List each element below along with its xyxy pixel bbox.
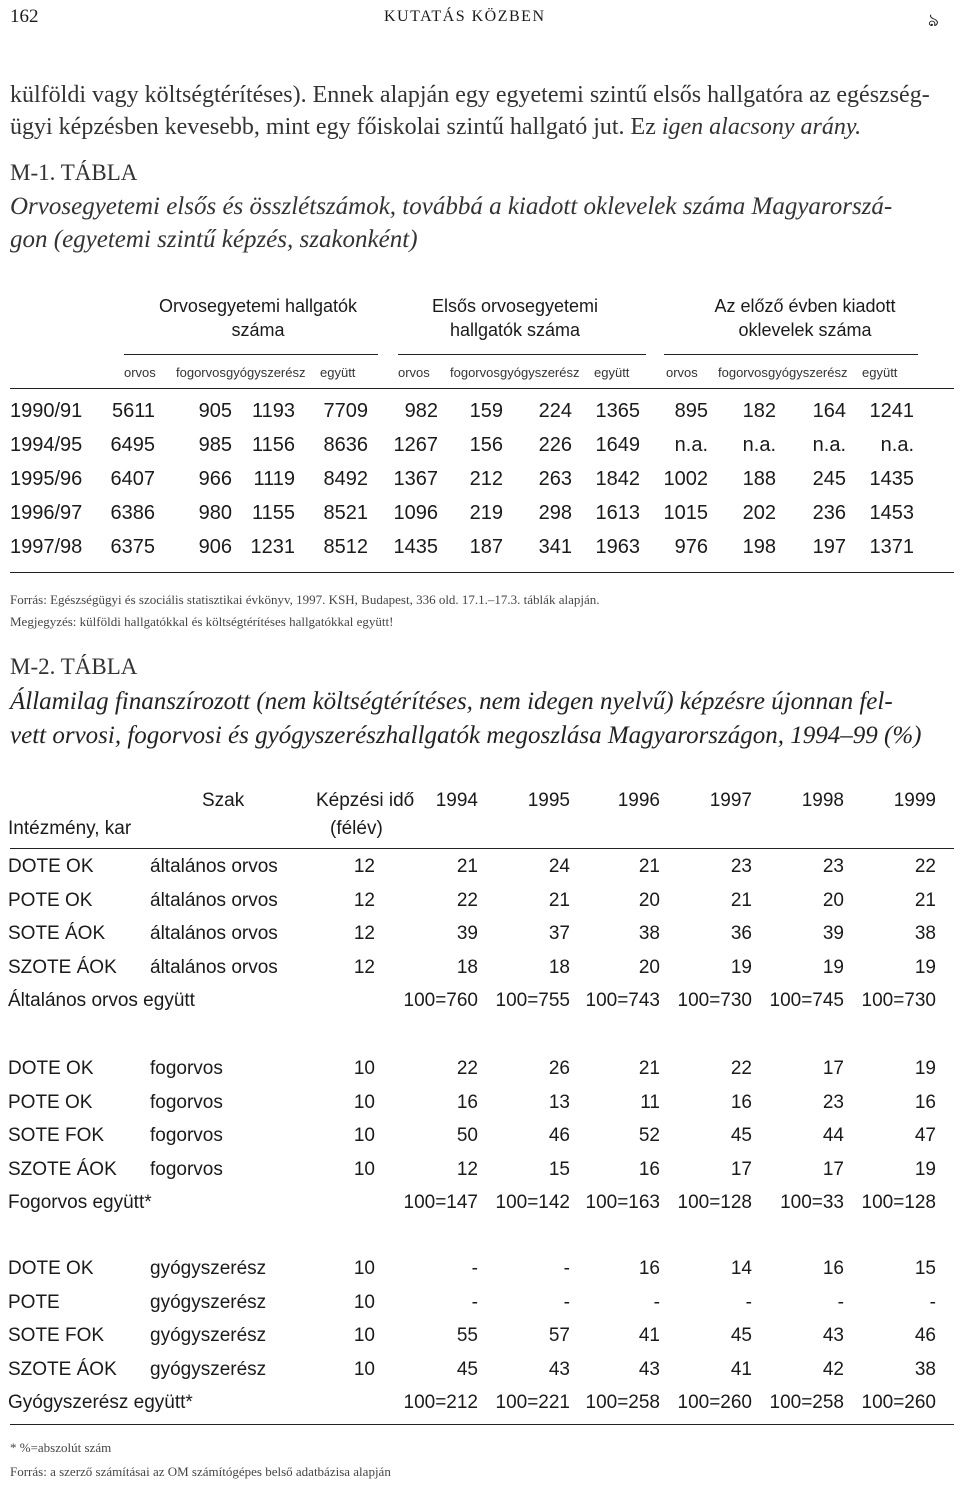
- table2-cell-major: fogorvos: [150, 1058, 223, 1079]
- table1-bottom-rule: [10, 572, 954, 573]
- table1-cell: 1096: [393, 502, 438, 524]
- table2-total-value: 100=730: [861, 990, 936, 1011]
- table2-cell-value: 19: [730, 956, 752, 978]
- table2-cell-value: 20: [638, 889, 660, 911]
- table1-cell: 1002: [663, 468, 708, 490]
- table1-group-header: Orvosegyetemi hallgatók száma: [158, 296, 358, 340]
- table2-cell-value: 26: [548, 1058, 570, 1079]
- table2-cell-duration: 12: [353, 889, 375, 911]
- table2-cell-value: 38: [638, 923, 660, 944]
- table2-cell-value: 12: [456, 1158, 478, 1180]
- table2-header-year: 1999: [893, 790, 936, 811]
- table2-cell-value: -: [471, 1258, 478, 1279]
- table2-header-duration-unit: (félév): [330, 818, 383, 839]
- table2-total-value: 100=163: [585, 1192, 660, 1213]
- table1-cell: 1267: [393, 434, 438, 456]
- table2-cell-major: fogorvos: [150, 1158, 223, 1180]
- table2-cell-value: -: [929, 1291, 936, 1313]
- table1-cell: n.a.: [812, 434, 846, 456]
- table2-cell-value: 45: [456, 1358, 478, 1380]
- table2-cell-value: 15: [548, 1158, 570, 1180]
- table2-cell-value: 20: [638, 956, 660, 978]
- table2-bottom-rule: [10, 1424, 954, 1425]
- table1-cell: n.a.: [674, 434, 708, 456]
- table1-cell: n.a.: [742, 434, 776, 456]
- table2-total-value: 100=147: [403, 1192, 478, 1213]
- table2-cell-value: 15: [914, 1258, 936, 1279]
- table1-cell: 6495: [110, 434, 155, 456]
- table2-cell-value: -: [745, 1291, 752, 1313]
- table2-cell-duration: 10: [353, 1091, 375, 1113]
- table1-cell: 212: [469, 468, 503, 490]
- table2-cell-duration: 10: [353, 1125, 375, 1146]
- table2-cell-value: 19: [914, 1058, 936, 1079]
- table2-cell-major: gyógyszerész: [150, 1358, 267, 1380]
- table2-cell-value: 43: [548, 1358, 570, 1380]
- table2-cell-value: 37: [548, 923, 570, 944]
- table2-cell-institution: SOTE FOK: [8, 1325, 105, 1346]
- table2-cell-value: -: [653, 1291, 660, 1313]
- table1-cell: 1453: [869, 502, 914, 524]
- table1-row-year: 1990/91: [10, 400, 83, 422]
- table2-total-value: 100=743: [585, 990, 660, 1011]
- table2-cell-value: 46: [548, 1125, 570, 1146]
- table2-total-value: 100=128: [861, 1192, 936, 1213]
- table1-cell: 182: [742, 400, 776, 422]
- table2-cell-value: 39: [456, 923, 478, 944]
- table1-subheader: gyógyszerész: [226, 365, 306, 380]
- table2-cell-major: gyógyszerész: [150, 1258, 267, 1279]
- table2-total-value: 100=221: [495, 1392, 570, 1413]
- table2-cell-institution: POTE OK: [8, 889, 93, 911]
- table1-cell: 1435: [393, 536, 438, 558]
- table1-cell: 224: [538, 400, 572, 422]
- table2-cell-value: 45: [730, 1125, 752, 1146]
- table2-total-value: 100=128: [677, 1192, 752, 1213]
- table1-cell: 159: [469, 400, 503, 422]
- table1-cell: 202: [742, 502, 776, 524]
- table1-cell: 1015: [663, 502, 708, 524]
- table2-cell-duration: 10: [353, 1158, 375, 1180]
- table1-cell: 219: [469, 502, 503, 524]
- table1-cell: 1156: [251, 434, 295, 456]
- table2-cell-value: -: [837, 1291, 844, 1313]
- table2-cell-value: 45: [730, 1325, 752, 1346]
- table2-cell-value: 23: [822, 1091, 844, 1113]
- table1-cell: n.a.: [880, 434, 914, 456]
- table2-cell-value: 19: [914, 1158, 936, 1180]
- table2-total-label: Általános orvos együtt: [8, 990, 195, 1011]
- header-underline: [124, 354, 378, 355]
- table2-cell-duration: 10: [353, 1291, 375, 1313]
- table1-cell: 1241: [869, 400, 914, 422]
- table2-total-value: 100=745: [769, 990, 844, 1011]
- table2-cell-value: 21: [730, 889, 752, 911]
- table2-total-value: 100=260: [861, 1392, 936, 1413]
- table1-cell: 164: [812, 400, 846, 422]
- table2-cell-value: 21: [548, 889, 570, 911]
- table2-header-year: 1995: [527, 790, 570, 811]
- table2-cell-value: 46: [914, 1325, 936, 1346]
- table2-title: Államilag finanszírozott (nem költségtérítéses, nem idegen nyelvű) képzésre újonnan fel-: [10, 688, 893, 715]
- table1-header-rule: [10, 388, 954, 389]
- table1-cell: 7709: [323, 400, 368, 422]
- table1-row-year: 1995/96: [10, 468, 83, 490]
- table1-cell: 6407: [110, 468, 155, 490]
- table2-cell-duration: 10: [353, 1258, 375, 1279]
- paragraph-text: ügyi képzésben kevesebb, mint egy főiskolai szintű hallgató jut. Ez: [10, 114, 662, 140]
- table2-source: Forrás: a szerző számításai az OM számítógépes belső adatbázisa alapján: [10, 1464, 391, 1479]
- table2-cell-value: 16: [638, 1258, 660, 1279]
- table1-cell: 1193: [251, 400, 295, 422]
- table2-cell-value: 55: [456, 1325, 478, 1346]
- table1-subheader: gyógyszerész: [500, 365, 580, 380]
- table2-total-label: Gyógyszerész együtt*: [8, 1392, 193, 1413]
- table2-cell-value: 21: [638, 1058, 660, 1079]
- table2-cell-institution: POTE OK: [8, 1091, 93, 1113]
- table2-cell-institution: DOTE OK: [8, 1258, 94, 1279]
- table2-cell-value: 21: [638, 856, 660, 877]
- table1-cell: 1367: [393, 468, 438, 490]
- table1-cell: 982: [404, 400, 438, 422]
- emphasis-text: igen alacsony arány.: [661, 114, 862, 140]
- table1-cell: 263: [538, 468, 572, 490]
- table1-subheader: orvos: [124, 365, 156, 380]
- table1-group-header: Elsős orvosegyetemi hallgatók száma: [431, 296, 599, 340]
- table1-subheader: orvos: [666, 365, 698, 380]
- table1-cell: 1365: [595, 400, 640, 422]
- table2-title: vett orvosi, fogorvosi és gyógyszerészhallgatók megoszlása Magyarországon, 1994–99 (%): [10, 722, 922, 749]
- table2-cell-value: 22: [914, 856, 936, 877]
- table1-cell: 1435: [869, 468, 914, 490]
- table1-cell: 226: [538, 434, 572, 456]
- table2-cell-major: általános orvos: [150, 956, 278, 978]
- table1-cell: 976: [674, 536, 708, 558]
- table1-subheader: fogorvos: [176, 365, 226, 380]
- table2-header-year: 1998: [801, 790, 844, 811]
- table1-cell: 8512: [323, 536, 368, 558]
- header-underline: [398, 354, 646, 355]
- table2-cell-duration: 12: [353, 923, 375, 944]
- table1-cell: 1155: [251, 502, 295, 524]
- table2-cell-value: 44: [822, 1125, 844, 1146]
- table1-row-year: 1996/97: [10, 502, 83, 524]
- table2-cell-value: 16: [456, 1091, 478, 1113]
- table2-cell-value: 20: [822, 889, 844, 911]
- table1-cell: 5611: [111, 400, 155, 422]
- page-number: 162: [10, 6, 39, 27]
- table1-title: gon (egyetemi szintű képzés, szakonként): [10, 226, 418, 253]
- table2-header-year: 1996: [617, 790, 660, 811]
- ornament-icon: ঌ: [928, 10, 939, 30]
- table2-total-value: 100=33: [780, 1192, 844, 1213]
- table1-cell: 197: [812, 536, 846, 558]
- table1-cell: 985: [198, 434, 232, 456]
- table2-total-label: Fogorvos együtt*: [8, 1192, 152, 1213]
- table2-cell-value: 16: [914, 1091, 936, 1113]
- table2-header-rule: [10, 848, 954, 849]
- table2-header-major: Szak: [202, 790, 245, 811]
- table1-cell: 8521: [323, 502, 368, 524]
- table1-cell: 895: [674, 400, 708, 422]
- table2-cell-major: általános orvos: [150, 856, 278, 877]
- table2-total-value: 100=730: [677, 990, 752, 1011]
- table2-cell-major: fogorvos: [150, 1091, 223, 1113]
- table2-cell-value: 19: [914, 956, 936, 978]
- table1-cell: 6375: [110, 536, 155, 558]
- table2-cell-value: 11: [640, 1091, 660, 1113]
- table1-subheader: együtt: [862, 365, 898, 380]
- table2-total-value: 100=212: [403, 1392, 478, 1413]
- table2-cell-value: 13: [548, 1091, 570, 1113]
- table2-cell-value: 17: [822, 1158, 844, 1180]
- table2-cell-duration: 10: [353, 1358, 375, 1380]
- table1-source: Forrás: Egészségügyi és szociális statisztikai évkönyv, 1997. KSH, Budapest, 336 old. 17.1.–17.3. táblák alapján.: [10, 592, 600, 607]
- table1-cell: 1842: [595, 468, 640, 490]
- table2-cell-institution: SZOTE ÁOK: [8, 1158, 117, 1180]
- table2-cell-value: -: [563, 1258, 570, 1279]
- table2-cell-institution: DOTE OK: [8, 856, 94, 877]
- table2-cell-institution: POTE: [8, 1291, 60, 1313]
- table2-cell-institution: SZOTE ÁOK: [8, 1358, 117, 1380]
- table2-cell-value: 22: [456, 889, 478, 911]
- table2-total-value: 100=760: [403, 990, 478, 1011]
- table2-total-value: 100=260: [677, 1392, 752, 1413]
- table1-cell: 236: [812, 502, 846, 524]
- table1-subheader: orvos: [398, 365, 430, 380]
- table1-cell: 1119: [253, 468, 295, 490]
- table2-cell-major: fogorvos: [150, 1125, 223, 1146]
- table2-cell-value: 38: [914, 923, 936, 944]
- table1-cell: 6386: [110, 502, 155, 524]
- table2-cell-value: 16: [730, 1091, 752, 1113]
- table2-total-value: 100=258: [585, 1392, 660, 1413]
- table1-group-header: Az előző évben kiadott oklevelek száma: [714, 296, 896, 340]
- table2-cell-value: 22: [456, 1058, 478, 1079]
- table2-header-year: 1994: [435, 790, 478, 811]
- table2-cell-value: 14: [730, 1258, 752, 1279]
- table2-header-duration: Képzési idő: [316, 790, 415, 811]
- paragraph-line: külföldi vagy költségtérítéses). Ennek alapján egy egyetemi szintű elsős hallgatóra az egészség-: [10, 82, 930, 108]
- table1-cell: 966: [198, 468, 232, 490]
- table2-cell-institution: DOTE OK: [8, 1058, 94, 1079]
- table2-cell-institution: SOTE FOK: [8, 1125, 105, 1146]
- table2-header-institution: Intézmény, kar: [8, 818, 132, 839]
- running-head: KUTATÁS KÖZBEN: [384, 8, 546, 25]
- table1-cell: 245: [812, 468, 846, 490]
- table2-cell-value: 24: [548, 856, 570, 877]
- table2-cell-duration: 10: [353, 1325, 375, 1346]
- table2-cell-value: -: [563, 1291, 570, 1313]
- table1-cell: 1649: [595, 434, 640, 456]
- table2-cell-value: 50: [456, 1125, 478, 1146]
- table1-row-year: 1994/95: [10, 434, 83, 456]
- paragraph-line: [10, 114, 861, 141]
- table1-cell: 905: [198, 400, 232, 422]
- table2-cell-value: 23: [822, 856, 844, 877]
- table1-subheader: együtt: [320, 365, 356, 380]
- table1-cell: 1371: [869, 536, 914, 558]
- table1-subheader: fogorvos: [450, 365, 500, 380]
- table2-cell-value: 42: [822, 1358, 844, 1380]
- table2-cell-value: 43: [822, 1325, 844, 1346]
- table2-cell-value: 41: [730, 1358, 752, 1380]
- table1-row-year: 1997/98: [10, 536, 83, 558]
- table2-cell-value: 18: [456, 956, 478, 978]
- table2-cell-value: 38: [914, 1358, 936, 1380]
- table1-label: M-1. TÁBLA: [10, 160, 138, 185]
- table1-subheader: fogorvos: [718, 365, 768, 380]
- table2-cell-major: gyógyszerész: [150, 1291, 267, 1313]
- table1-cell: 188: [742, 468, 776, 490]
- table1-title: Orvosegyetemi elsős és összlétszámok, továbbá a kiadott oklevelek száma Magyarorszá-: [10, 193, 893, 220]
- table2-cell-duration: 10: [353, 1058, 375, 1079]
- table1-cell: 980: [198, 502, 232, 524]
- table2-cell-institution: SZOTE ÁOK: [8, 956, 117, 978]
- table1-cell: 156: [469, 434, 503, 456]
- table2-total-value: 100=142: [495, 1192, 570, 1213]
- table2-cell-duration: 12: [353, 856, 375, 877]
- table2-cell-value: 18: [548, 956, 570, 978]
- table2-cell-value: 47: [914, 1125, 936, 1146]
- table2-cell-major: gyógyszerész: [150, 1325, 267, 1346]
- table1-cell: 8492: [323, 468, 368, 490]
- header-underline: [664, 354, 918, 355]
- table2-cell-value: 19: [822, 956, 844, 978]
- table2-cell-value: 39: [822, 923, 844, 944]
- table2-header-year: 1997: [709, 790, 752, 811]
- table2-cell-major: általános orvos: [150, 923, 278, 944]
- table2-cell-value: 17: [822, 1058, 844, 1079]
- table2-cell-value: 41: [638, 1325, 660, 1346]
- table1-cell: 341: [538, 536, 572, 558]
- table1-cell: 198: [742, 536, 776, 558]
- table2-cell-value: 16: [638, 1158, 660, 1180]
- table1-cell: 1613: [595, 502, 640, 524]
- table1-subheader: együtt: [594, 365, 630, 380]
- table2-cell-value: 36: [730, 923, 752, 944]
- table1-cell: 298: [538, 502, 572, 524]
- table1-cell: 1963: [595, 536, 640, 558]
- table1-cell: 1231: [250, 536, 295, 558]
- table1-cell: 8636: [323, 434, 368, 456]
- table2-cell-institution: SOTE ÁOK: [8, 923, 106, 944]
- table2-cell-major: általános orvos: [150, 889, 278, 911]
- table2-cell-value: 16: [822, 1258, 844, 1279]
- table2-cell-value: 23: [730, 856, 752, 877]
- table2-label: M-2. TÁBLA: [10, 654, 138, 679]
- table1-note: Megjegyzés: külföldi hallgatókkal és költségtérítéses hallgatókkal együtt!: [10, 614, 394, 629]
- table2-cell-value: 17: [730, 1158, 752, 1180]
- table1-cell: 906: [198, 536, 232, 558]
- table2-cell-value: 21: [914, 889, 936, 911]
- table2-cell-value: 57: [548, 1325, 570, 1346]
- table1-subheader: gyógyszerész: [768, 365, 848, 380]
- table2-cell-value: 21: [456, 856, 478, 877]
- table2-cell-value: 22: [730, 1058, 752, 1079]
- table2-cell-duration: 12: [353, 956, 375, 978]
- table2-cell-value: 43: [638, 1358, 660, 1380]
- table2-footnote: * %=abszolút szám: [10, 1440, 112, 1455]
- table2-cell-value: -: [471, 1291, 478, 1313]
- table2-total-value: 100=258: [769, 1392, 844, 1413]
- table1-cell: 187: [469, 536, 503, 558]
- table2-total-value: 100=755: [495, 990, 570, 1011]
- table2-cell-value: 52: [638, 1125, 660, 1146]
